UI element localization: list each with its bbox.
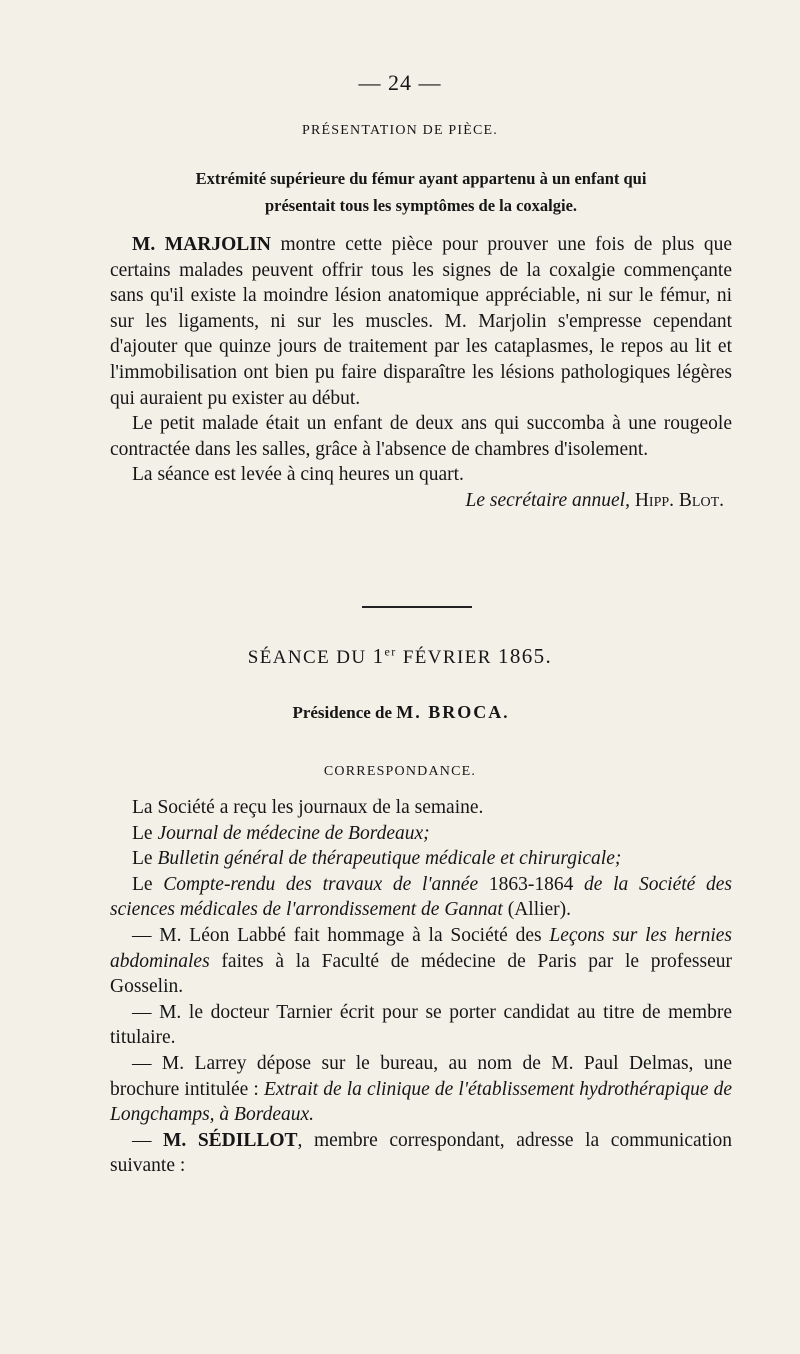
subject-line-1: Extrémité supérieure du fémur ayant appartenu à un enfant qui [195, 169, 647, 188]
corr-compte-rendu [110, 872, 732, 923]
secretary-signature [110, 488, 732, 514]
corr-labbe [110, 923, 732, 1000]
corr-text: Le [132, 848, 158, 870]
corr-bulletin [110, 846, 732, 872]
corr-text: , membre correspondant, adresse la communication suivante : [110, 1129, 732, 1177]
corr-title: Leçons sur les hernies abdominales [110, 924, 732, 972]
section-heading-correspondance: CORRESPONDANCE. [323, 764, 477, 779]
corr-text: (Allier). [502, 899, 572, 921]
corr-larrey [110, 1051, 732, 1128]
speaker-sedillot: M. SÉDILLOT [163, 1129, 298, 1151]
corr-title: Extrait de la clinique de l'établissement hydrothérapique de Longchamps, à Bordeaux. [110, 1078, 733, 1126]
signature-role: Le secrétaire annuel, [465, 489, 630, 511]
page-number: — 24 — [358, 70, 442, 95]
corr-title: Journal de médecine de Bordeaux; [157, 822, 430, 844]
corr-text: — [132, 1129, 164, 1151]
paragraph-patient: Le petit malade était un enfant de deux ans qui succomba à une rougeole contractée dans les salles, grâce à l'absence de chambres d'isolement. [110, 413, 732, 460]
corr-text: — M. Larrey dépose sur le bureau, au nom de M. Paul Delmas, une brochure intitulée : [110, 1052, 732, 1100]
signature-name: Hipp. Blot. [629, 489, 724, 511]
seance-day-sup: er [384, 644, 397, 659]
corr-journal-bordeaux [110, 821, 732, 847]
subject-line-2: présentait tous les symptômes de la coxalgie. [264, 196, 578, 215]
corr-journals: La Société a reçu les journaux de la semaine. [132, 797, 484, 818]
section1-body [110, 232, 732, 514]
paragraph-text: montre cette pièce pour prouver une fois de plus que certains malades peuvent offrir tous les signes de la coxalgie commençante sans qu'il existe la moindre lésion anatomique appréciable, ni sur le fémur, ni sur les ligaments, ni sur les muscles. M. Marjolin s'empresse cependant d'ajouter que quinze jours de traitement par les cataplasmes, le repos au lit et l'immobilisation ont bien pu faire disparaître les lésions pathologiques légères qui auraient pu exister au début. [110, 234, 732, 409]
presidence-suffix: . [503, 703, 508, 722]
seance-month: FÉVRIER [396, 647, 498, 668]
seance-day: 1 [372, 644, 385, 668]
presidence-prefix: Présidence de [292, 703, 397, 722]
section-heading-presentation: PRÉSENTATION DE PIÈCE. [302, 123, 498, 138]
paragraph-marjolin [110, 232, 732, 411]
corr-text: Le [132, 822, 158, 844]
seance-date-heading [0, 644, 800, 669]
seance-prefix: SÉANCE DU [247, 647, 373, 668]
corr-sedillot [110, 1128, 732, 1179]
corr-text: Le [132, 873, 164, 895]
corr-title: de la Société des sciences médicales de l'arrondissement de Gannat [110, 873, 732, 921]
seance-year: 1865. [497, 644, 553, 668]
subject-title [110, 165, 732, 219]
corr-text: — M. Léon Labbé fait hommage à la Société des [132, 924, 550, 946]
corr-years: 1863-1864 [488, 873, 574, 895]
presidence-heading [0, 702, 800, 723]
corr-title: Compte-rendu des travaux de l'année [163, 873, 489, 895]
presidence-name: M. BROCA [396, 702, 504, 722]
corr-text: faites à la Faculté de médecine de Paris par le professeur Gosselin. [110, 950, 732, 998]
paragraph-adjourn: La séance est levée à cinq heures un quart. [132, 464, 464, 486]
correspondance-body [110, 795, 732, 1179]
corr-tarnier: — M. le docteur Tarnier écrit pour se porter candidat au titre de membre titulaire. [110, 1001, 732, 1049]
corr-title: Bulletin général de thérapeutique médicale et chirurgicale; [157, 848, 622, 870]
section-divider [362, 606, 472, 608]
speaker-marjolin: M. MARJOLIN [132, 234, 271, 255]
